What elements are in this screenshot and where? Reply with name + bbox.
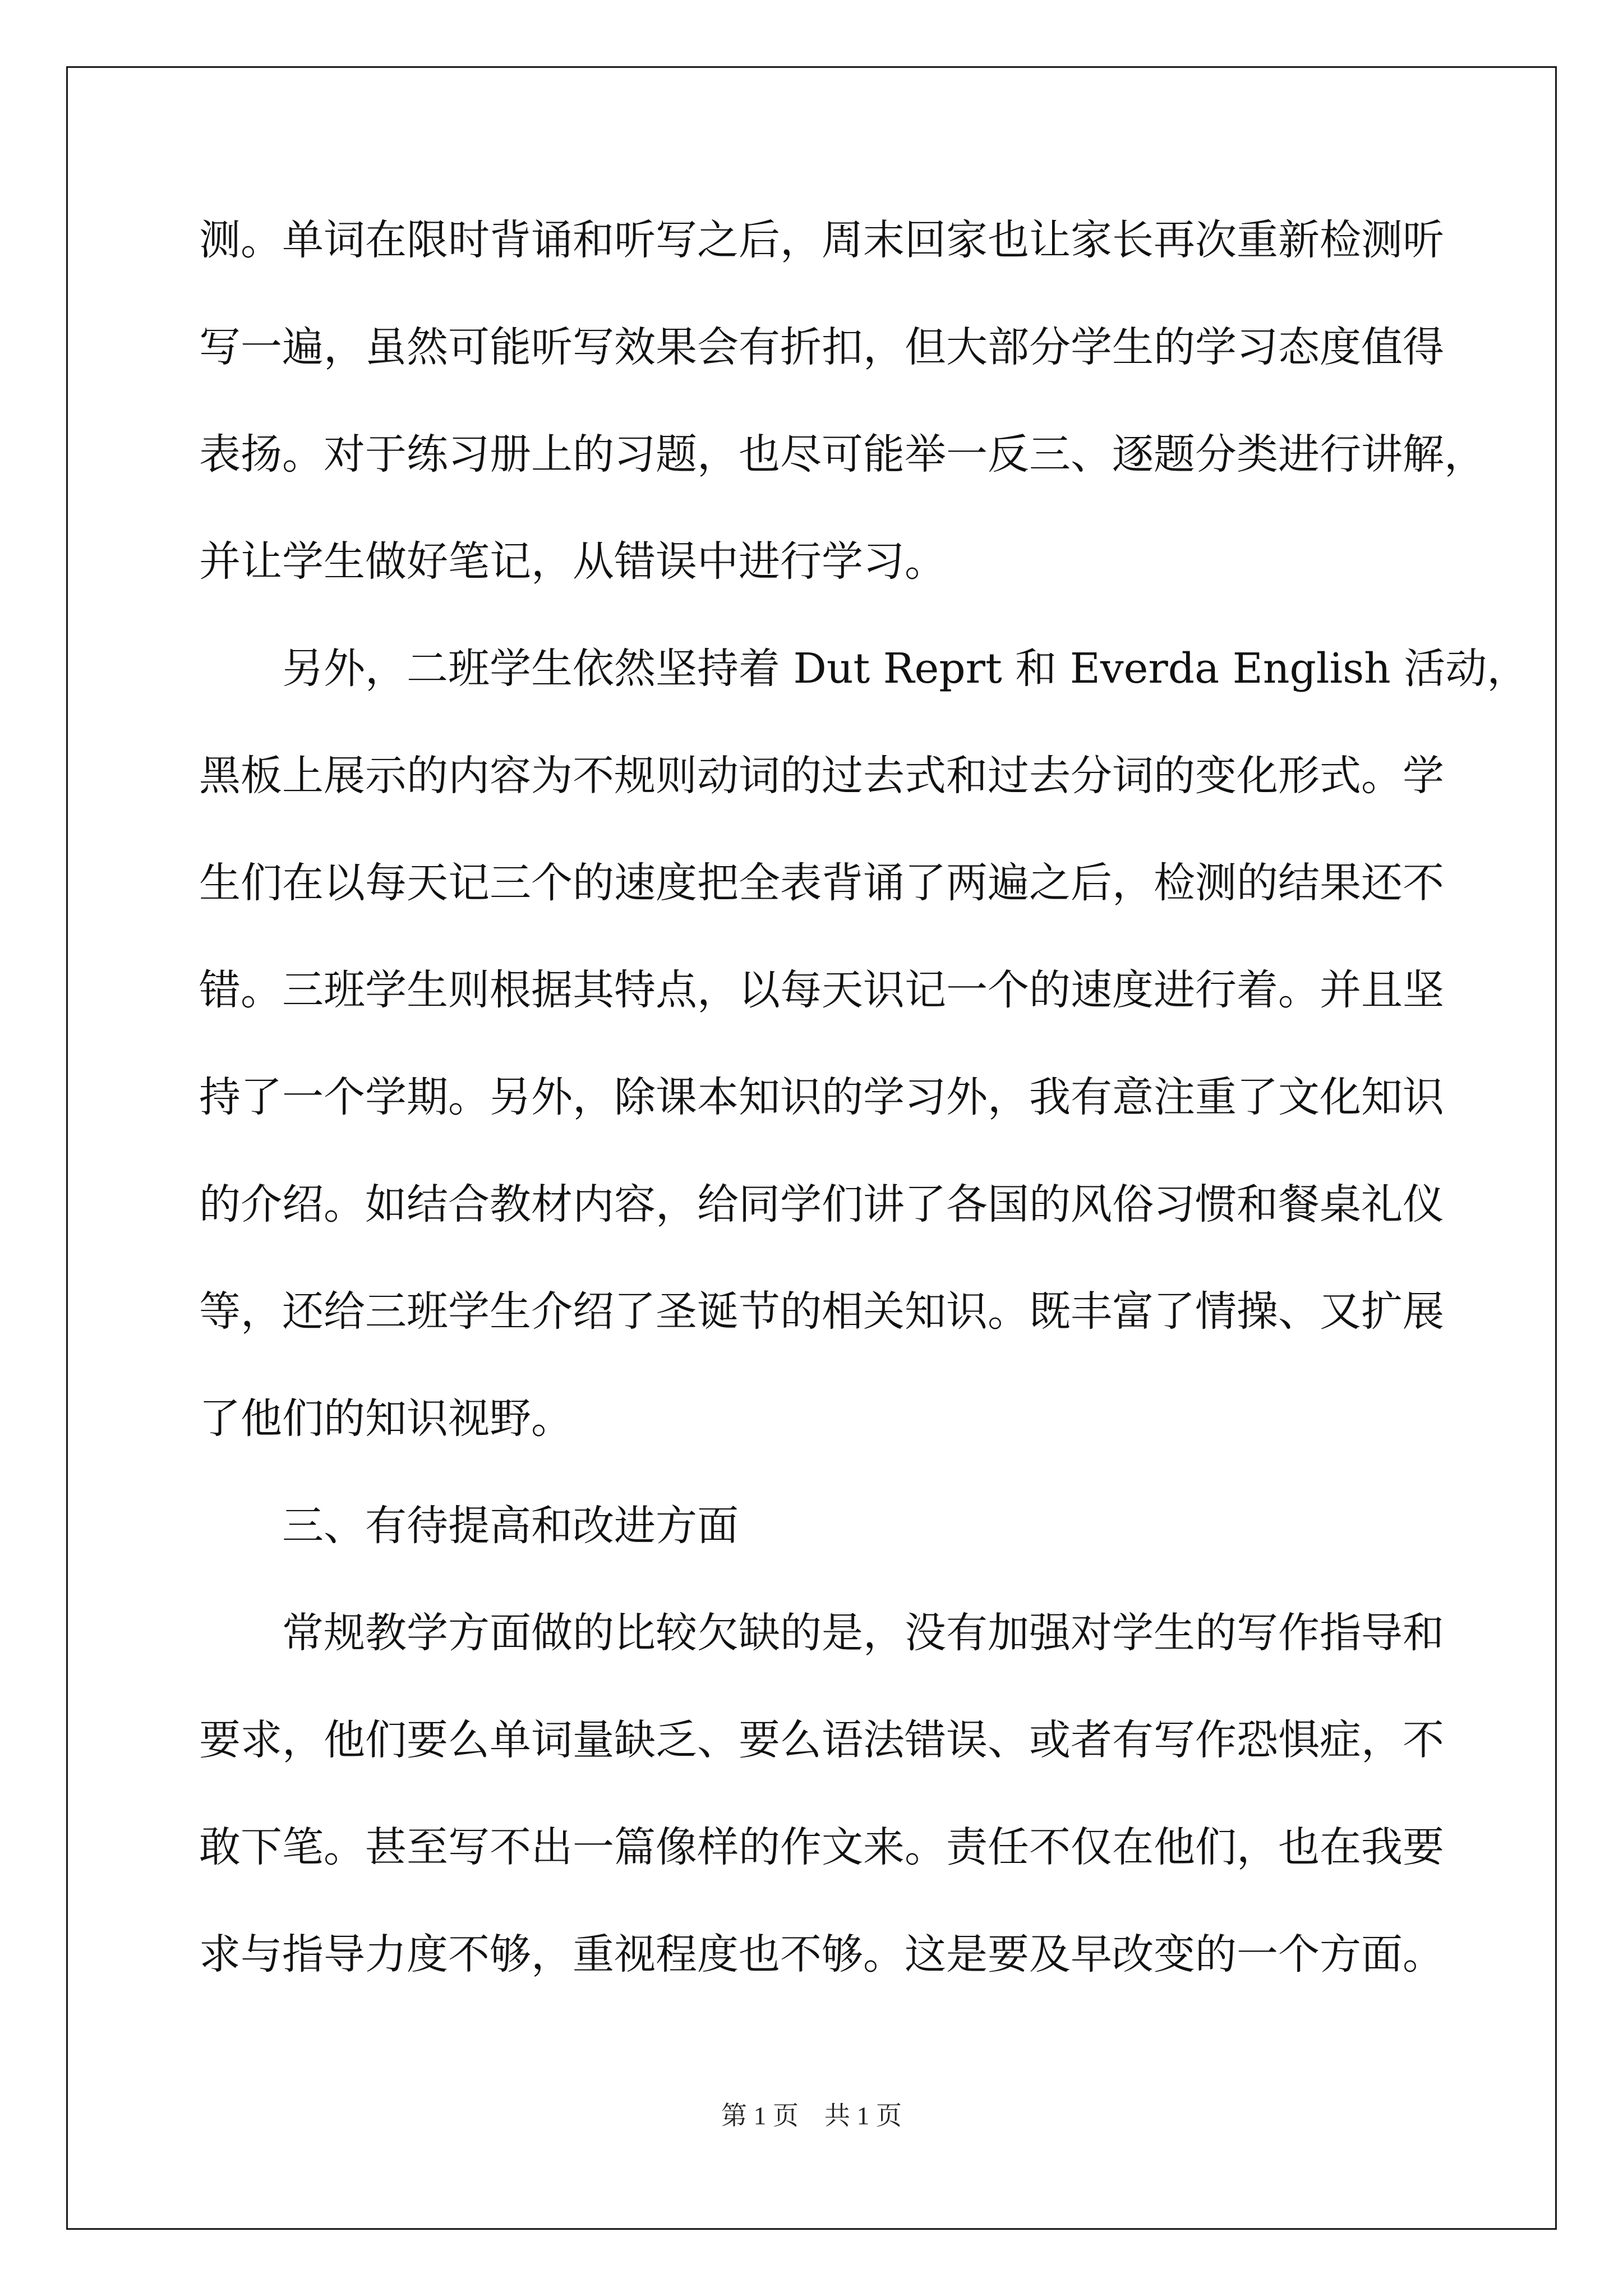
text-line: 测。单词在限时背诵和听写之后，周末回家也让家长再次重新检测听 (199, 216, 1444, 264)
section-heading: 三、有待提高和改进方面 (282, 1502, 739, 1550)
text-line: 了他们的知识视野。 (199, 1395, 573, 1443)
text-line: 错。三班学生则根据其特点，以每天识记一个的速度进行着。并且坚 (199, 966, 1444, 1014)
text-line: 持了一个学期。另外，除课本知识的学习外，我有意注重了文化知识 (199, 1073, 1444, 1121)
text-line: 黑板上展示的内容为不规则动词的过去式和过去分词的变化形式。学 (199, 752, 1444, 800)
text-line: 的介绍。如结合教材内容，给同学们讲了各国的风俗习惯和餐桌礼仪 (199, 1180, 1444, 1228)
page-number-footer: 第 1 页 共 1 页 (721, 2101, 902, 2130)
text-line: 表扬。对于练习册上的习题，也尽可能举一反三、逐题分类进行讲解， (199, 430, 1486, 478)
text-line: 要求，他们要么单词量缺乏、要么语法错误、或者有写作恐惧症，不 (199, 1716, 1444, 1764)
text-line: 求与指导力度不够，重视程度也不够。这是要及早改变的一个方面。 (199, 1930, 1444, 1978)
paragraph-start-line: 常规教学方面做的比较欠缺的是，没有加强对学生的写作指导和 (282, 1609, 1444, 1657)
text-line: 生们在以每天记三个的速度把全表背诵了两遍之后，检测的结果还不 (199, 859, 1444, 907)
text-line: 并让学生做好笔记，从错误中进行学习。 (199, 537, 946, 586)
paragraph-start-line: 另外，二班学生依然坚持着 Dut Reprt 和 Everda English 活动， (282, 645, 1529, 693)
document-body (199, 208, 1529, 2029)
text-line: 写一遍，虽然可能听写效果会有折扣，但大部分学生的学习态度值得 (199, 323, 1444, 371)
text-line: 敢下笔。甚至写不出一篇像样的作文来。责任不仅在他们，也在我要 (199, 1823, 1444, 1871)
text-line: 等，还给三班学生介绍了圣诞节的相关知识。既丰富了情操、又扩展 (199, 1287, 1444, 1336)
